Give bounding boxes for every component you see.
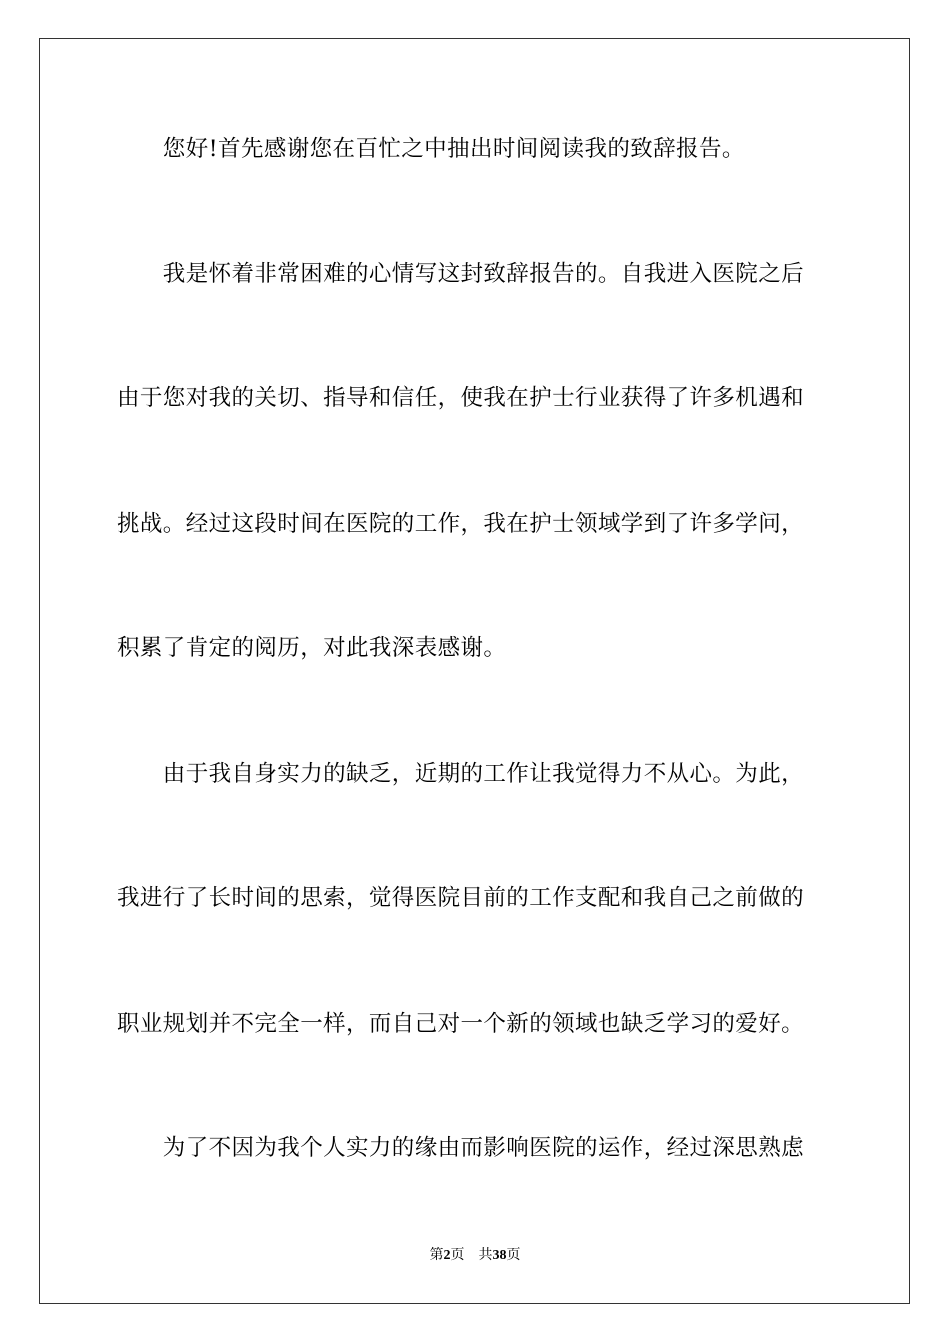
paragraph-line: 您好!首先感谢您在百忙之中抽出时间阅读我的致辞报告。 [117, 136, 745, 162]
paragraph-line: 我进行了长时间的思索，觉得医院目前的工作支配和我自己之前做的 [117, 885, 805, 911]
page-number: 2 [443, 1248, 451, 1263]
page-footer [0, 1247, 950, 1265]
page-suffix: 页 [450, 1248, 465, 1263]
paragraph-line: 我是怀着非常困难的心情写这封致辞报告的。自我进入医院之后 [117, 261, 805, 287]
page-border [39, 38, 910, 1304]
paragraph-line: 职业规划并不完全一样，而自己对一个新的领域也缺乏学习的爱好。 [117, 1011, 805, 1037]
paragraph-line: 为了不因为我个人实力的缘由而影响医院的运作，经过深思熟虑 [117, 1135, 805, 1161]
paragraph-line: 由于我自身实力的缺乏，近期的工作让我觉得力不从心。为此， [117, 761, 805, 787]
paragraph-line: 挑战。经过这段时间在医院的工作，我在护士领域学到了许多学问， [117, 511, 805, 537]
paragraph-line: 由于您对我的关切、指导和信任，使我在护士行业获得了许多机遇和 [117, 385, 805, 411]
total-suffix: 页 [506, 1248, 521, 1263]
total-prefix: 共 [478, 1248, 493, 1263]
total-pages: 38 [492, 1248, 507, 1263]
paragraph-line: 积累了肯定的阅历，对此我深表感谢。 [117, 635, 507, 661]
page-prefix: 第 [429, 1248, 444, 1263]
